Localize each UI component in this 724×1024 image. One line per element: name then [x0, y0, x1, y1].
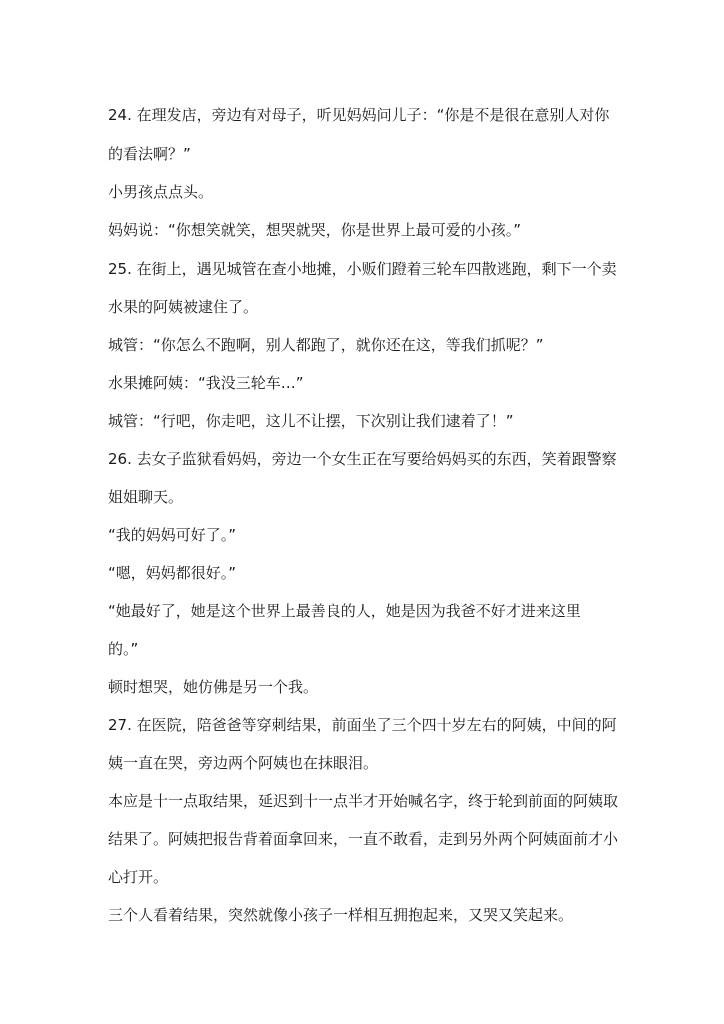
text-line: 的看法啊？”: [108, 145, 191, 163]
text-line: 妈妈说：“你想笑就笑，想哭就哭，你是世界上最可爱的小孩。”: [108, 221, 522, 239]
text-line: 水果摊阿姨：“我没三轮车…”: [108, 374, 304, 392]
text-line: 24. 在理发店，旁边有对母子，听见妈妈问儿子：“你是不是很在意别人对你: [108, 106, 610, 124]
text-line: 的。”: [108, 640, 139, 658]
text-line: 三个人看着结果，突然就像小孩子一样相互拥抱起来，又哭又笑起来。: [108, 906, 574, 924]
text-line: 姨一直在哭，旁边两个阿姨也在抹眼泪。: [108, 754, 379, 772]
text-line: 结果了。阿姨把报告背着面拿回来，一直不敢看，走到另外两个阿姨面前才小: [108, 830, 619, 848]
text-line: 26. 去女子监狱看妈妈，旁边一个女生正在写要给妈妈买的东西，笑着跟警察: [108, 450, 617, 468]
text-line: 城管：“你怎么不跑啊，别人都跑了，就你还在这，等我们抓呢？”: [108, 336, 544, 354]
text-line: 城管：“行吧，你走吧，这儿不让摆，下次别让我们逮着了！”: [108, 412, 514, 430]
text-line: 小男孩点点头。: [108, 183, 214, 201]
text-line: 本应是十一点取结果，延迟到十一点半才开始喊名字，终于轮到前面的阿姨取: [108, 792, 619, 810]
text-line: 25. 在街上，遇见城管在查小地摊，小贩们蹬着三轮车四散逃跑，剩下一个卖: [108, 260, 617, 278]
text-line: 27. 在医院，陪爸爸等穿刺结果，前面坐了三个四十岁左右的阿姨，中间的阿: [108, 716, 617, 734]
text-line: “她最好了，她是这个世界上最善良的人，她是因为我爸不好才进来这里: [108, 602, 581, 620]
text-line: 水果的阿姨被逮住了。: [108, 298, 259, 316]
text-line: 顿时想哭，她仿佛是另一个我。: [108, 678, 319, 696]
text-line: 姐姐聊天。: [108, 488, 184, 506]
text-line: 心打开。: [108, 868, 169, 886]
text-line: “我的妈妈可好了。”: [108, 526, 237, 544]
text-line: “嗯，妈妈都很好。”: [108, 564, 237, 582]
